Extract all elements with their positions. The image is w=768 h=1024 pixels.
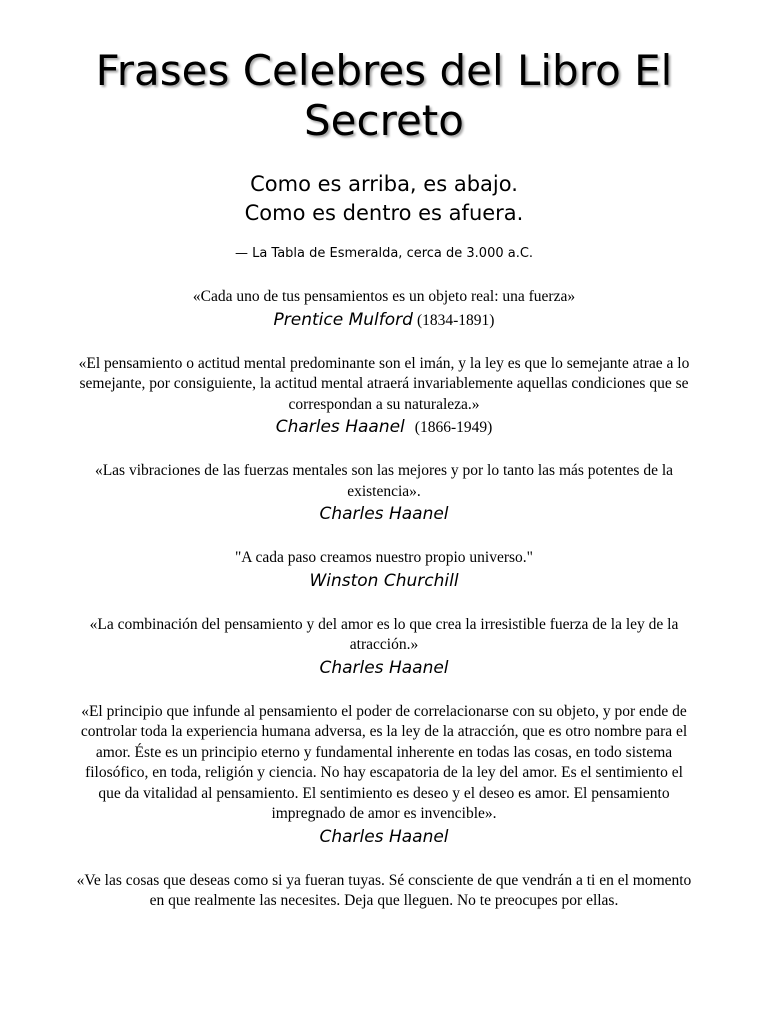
- attribution: [72, 415, 696, 440]
- quote-block: [72, 871, 696, 912]
- attribution: [72, 569, 696, 594]
- attribution: [72, 502, 696, 527]
- quote-text: "A cada paso creamos nuestro propio universo.": [234, 549, 534, 566]
- quote-text: «Cada uno de tus pensamientos es un objeto real: una fuerza»: [192, 288, 576, 305]
- quote-block: [72, 287, 696, 333]
- quote-text: «Las vibraciones de las fuerzas mentales son las mejores y por lo tanto las más potentes de la existencia».: [94, 462, 674, 500]
- quote-text: «El principio que infunde al pensamiento el poder de correlacionarse con su objeto, y por ende de controlar toda la experiencia humana adversa, es la ley de la atracción, que es otro nombre para el amor. Éste es un principio eterno y fundamental inherente en todas las cosas, en todo sistema filosófico, en toda, religión y ciencia. No hay escapatoria de la ley del amor. Es el sentimiento el que da vitalidad al pensamiento. El sentimiento es deseo y el deseo es amor. El pensamiento impregnado de amor es invencible».: [80, 702, 688, 822]
- quote-author: Charles Haanel: [275, 417, 405, 437]
- quote-block: [72, 702, 696, 850]
- attribution: [72, 308, 696, 333]
- quote-author: Prentice Mulford: [273, 309, 413, 330]
- epigraph-line: Como es dentro es afuera.: [244, 201, 524, 225]
- quote-list: [72, 287, 696, 933]
- author-years: (1866-1949): [414, 419, 493, 436]
- quote-author: Charles Haanel: [319, 504, 449, 524]
- quote-block: [72, 461, 696, 527]
- epigraph: [40, 170, 728, 228]
- attribution: [72, 656, 696, 681]
- quote-author: Charles Haanel: [319, 826, 449, 847]
- attribution: [72, 825, 696, 850]
- quote-author: Winston Churchill: [309, 570, 459, 591]
- quote-author: Charles Haanel: [319, 657, 449, 678]
- page-title: Frases Celebres del Libro El Secreto: [95, 46, 673, 145]
- epigraph-line: Como es arriba, es abajo.: [250, 172, 518, 196]
- quote-block: [72, 354, 696, 441]
- quote-text: «La combinación del pensamiento y del amor es lo que crea la irresistible fuerza de la ley de la atracción.»: [89, 615, 679, 653]
- quote-text: «Ve las cosas que deseas como si ya fueran tuyas. Sé consciente de que vendrán a ti en el momento en que realmente las necesites. Deja que lleguen. No te preocupes por ellas.: [76, 871, 692, 909]
- quote-block: [72, 615, 696, 681]
- quote-block: [72, 548, 696, 594]
- author-years: (1834-1891): [416, 311, 495, 329]
- quote-text: «El pensamiento o actitud mental predominante son el imán, y la ley es que lo semejante atrae a lo semejante, por consiguiente, la actitud mental atraerá invariablemente aquellas condiciones que se correspondan a su naturaleza.»: [78, 354, 690, 413]
- epigraph-source: — La Tabla de Esmeralda, cerca de 3.000 a.C.: [234, 246, 534, 261]
